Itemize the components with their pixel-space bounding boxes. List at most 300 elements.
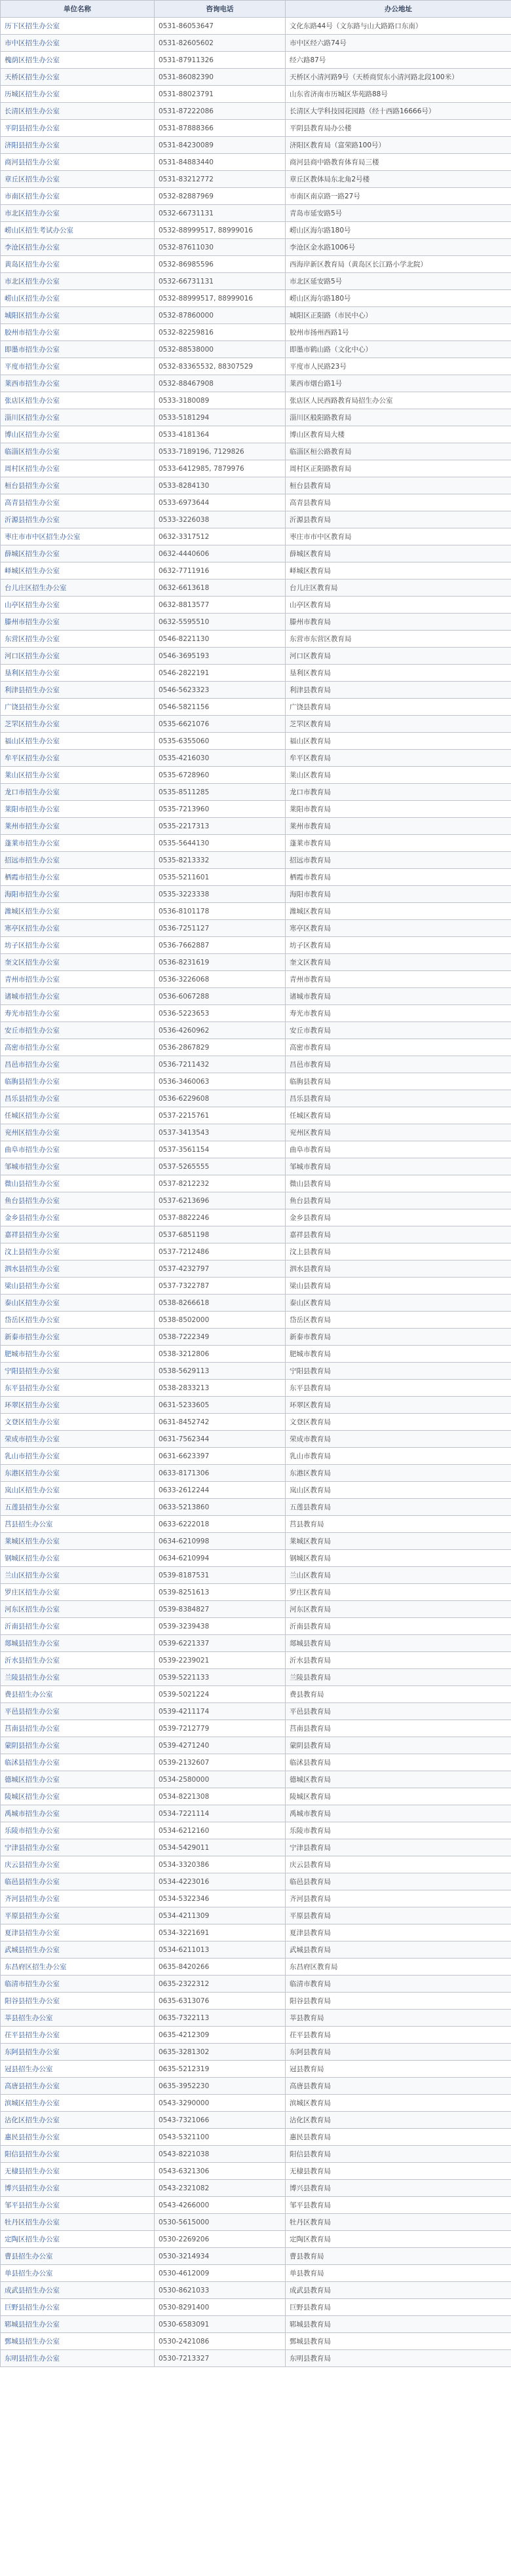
phone-cell: 0631-7562344 [155,1431,286,1448]
phone-cell: 0535-8511285 [155,784,286,801]
phone-cell: 0538-8266618 [155,1295,286,1312]
address-cell: 鱼台县教育局 [286,1192,511,1209]
table-row [1,733,511,750]
table-row [1,154,511,171]
table-row [1,239,511,256]
table-row [1,1959,511,1976]
table-row [1,2282,511,2299]
unit-name-cell: 宁阳县招生办公室 [1,1363,155,1380]
phone-cell: 0535-8213332 [155,852,286,869]
unit-name-cell: 莱阳市招生办公室 [1,801,155,818]
address-cell: 章丘区教体局东北角2号楼 [286,171,511,188]
table-row [1,1278,511,1295]
phone-cell: 0532-88999517, 88999016 [155,290,286,307]
phone-cell: 0539-8187531 [155,1567,286,1584]
phone-cell: 0631-8452742 [155,1414,286,1431]
address-cell: 宁津县教育局 [286,1839,511,1856]
table-row [1,171,511,188]
table-row [1,2316,511,2333]
phone-cell: 0539-3239438 [155,1618,286,1635]
unit-name-cell: 巨野县招生办公室 [1,2299,155,2316]
unit-name-cell: 沂源县招生办公室 [1,511,155,528]
table-row [1,18,511,35]
phone-cell: 0532-87860000 [155,307,286,324]
unit-name-cell: 兰陵县招生办公室 [1,1669,155,1686]
table-row [1,1141,511,1158]
phone-cell: 0535-3223338 [155,886,286,903]
unit-name-cell: 奎文区招生办公室 [1,954,155,971]
address-cell: 齐河县教育局 [286,1890,511,1907]
table-row [1,869,511,886]
address-cell: 市中区经六路74号 [286,35,511,52]
unit-name-cell: 临沭县招生办公室 [1,1754,155,1771]
table-row [1,1005,511,1022]
address-cell: 德城区教育局 [286,1771,511,1788]
address-cell: 临朐县教育局 [286,1073,511,1090]
table-row [1,392,511,409]
table-row [1,2265,511,2282]
unit-name-cell: 莱西市招生办公室 [1,375,155,392]
unit-name-cell: 莱城区招生办公室 [1,1533,155,1550]
unit-name-cell: 商河县招生办公室 [1,154,155,171]
table-row [1,988,511,1005]
table-row [1,137,511,154]
phone-cell: 0534-3320386 [155,1856,286,1873]
phone-cell: 0536-6067288 [155,988,286,1005]
unit-name-cell: 曲阜市招生办公室 [1,1141,155,1158]
address-cell: 莱阳市教育局 [286,801,511,818]
header-unit-name: 单位名称 [1,1,155,18]
phone-cell: 0537-6851198 [155,1226,286,1243]
phone-cell: 0543-7321066 [155,2112,286,2129]
phone-cell: 0532-83365532, 88307529 [155,358,286,375]
table-row [1,1890,511,1907]
table-row [1,1363,511,1380]
unit-name-cell: 枣庄市市中区招生办公室 [1,528,155,545]
table-row [1,1669,511,1686]
unit-name-cell: 山亭区招生办公室 [1,597,155,614]
unit-name-cell: 阳谷县招生办公室 [1,1993,155,2010]
phone-cell: 0539-2132607 [155,1754,286,1771]
phone-cell: 0635-3281302 [155,2044,286,2061]
table-row [1,1175,511,1192]
unit-name-cell: 天桥区招生办公室 [1,69,155,86]
unit-name-cell: 台儿庄区招生办公室 [1,580,155,597]
unit-name-cell: 泰山区招生办公室 [1,1295,155,1312]
address-cell: 肥城市教育局 [286,1346,511,1363]
address-cell: 莱西市烟台路1号 [286,375,511,392]
address-cell: 薛城区教育局 [286,545,511,562]
phone-cell: 0536-3226068 [155,971,286,988]
address-cell: 平原县教育局 [286,1907,511,1924]
unit-name-cell: 市北区招生办公室 [1,273,155,290]
phone-cell: 0536-2867829 [155,1039,286,1056]
address-cell: 兰陵县教育局 [286,1669,511,1686]
phone-cell: 0533-3180089 [155,392,286,409]
phone-cell: 0533-4181364 [155,426,286,443]
phone-cell: 0537-8822246 [155,1209,286,1226]
address-cell: 荣成市教育局 [286,1431,511,1448]
phone-cell: 0534-5322346 [155,1890,286,1907]
address-cell: 高唐县教育局 [286,2078,511,2095]
phone-cell: 0531-87888366 [155,120,286,137]
unit-name-cell: 茌平县招生办公室 [1,2027,155,2044]
table-body [1,18,511,2367]
unit-name-cell: 惠民县招生办公室 [1,2129,155,2146]
phone-cell: 0532-82259816 [155,324,286,341]
table-row [1,307,511,324]
unit-name-cell: 曹县招生办公室 [1,2248,155,2265]
address-cell: 滨城区教育局 [286,2095,511,2112]
address-cell: 广饶县教育局 [286,699,511,716]
table-row [1,409,511,426]
unit-name-cell: 临淄区招生办公室 [1,443,155,460]
table-row [1,1056,511,1073]
phone-cell: 0634-6210994 [155,1550,286,1567]
address-cell: 长清区大学科技园花园路（经十西路16666号） [286,103,511,120]
table-row [1,69,511,86]
table-row [1,1924,511,1941]
table-row [1,2078,511,2095]
phone-cell: 0537-5265555 [155,1158,286,1175]
table-row [1,426,511,443]
phone-cell: 0631-6623397 [155,1448,286,1465]
address-cell: 环翠区教育局 [286,1397,511,1414]
address-cell: 巨野县教育局 [286,2299,511,2316]
unit-name-cell: 黄岛区招生办公室 [1,256,155,273]
phone-cell: 0535-4216030 [155,750,286,767]
table-row [1,358,511,375]
address-cell: 博兴县教育局 [286,2180,511,2197]
phone-cell: 0530-4612009 [155,2265,286,2282]
address-cell: 滕州市教育局 [286,614,511,631]
table-row [1,614,511,631]
phone-cell: 0531-88023791 [155,86,286,103]
address-cell: 夏津县教育局 [286,1924,511,1941]
phone-cell: 0538-3212806 [155,1346,286,1363]
phone-cell: 0535-7213960 [155,801,286,818]
phone-cell: 0531-87222086 [155,103,286,120]
address-cell: 平邑县教育局 [286,1703,511,1720]
unit-name-cell: 滨城区招生办公室 [1,2095,155,2112]
phone-cell: 0536-4260962 [155,1022,286,1039]
unit-name-cell: 单县招生办公室 [1,2265,155,2282]
phone-cell: 0543-2321082 [155,2180,286,2197]
table-row [1,1567,511,1584]
unit-name-cell: 环翠区招生办公室 [1,1397,155,1414]
unit-name-cell: 庆云县招生办公室 [1,1856,155,1873]
table-row [1,784,511,801]
address-cell: 栖霞市教育局 [286,869,511,886]
unit-name-cell: 东平县招生办公室 [1,1380,155,1397]
unit-name-cell: 嘉祥县招生办公室 [1,1226,155,1243]
table-row [1,1346,511,1363]
address-cell: 奎文区教育局 [286,954,511,971]
table-row [1,290,511,307]
table-row [1,631,511,648]
table-row [1,1380,511,1397]
phone-cell: 0536-8231619 [155,954,286,971]
table-row [1,35,511,52]
address-cell: 汶上县教育局 [286,1243,511,1260]
phone-cell: 0632-3317512 [155,528,286,545]
unit-name-cell: 市中区招生办公室 [1,35,155,52]
phone-cell: 0537-2215761 [155,1107,286,1124]
address-cell: 昌邑市教育局 [286,1056,511,1073]
address-cell: 沂源县教育局 [286,511,511,528]
address-cell: 任城区教育局 [286,1107,511,1124]
phone-cell: 0530-3214934 [155,2248,286,2265]
unit-name-cell: 岱岳区招生办公室 [1,1312,155,1329]
phone-cell: 0635-4212309 [155,2027,286,2044]
phone-cell: 0535-5211601 [155,869,286,886]
unit-name-cell: 肥城市招生办公室 [1,1346,155,1363]
table-row [1,1516,511,1533]
phone-cell: 0632-5595510 [155,614,286,631]
table-row [1,716,511,733]
unit-name-cell: 胶州市招生办公室 [1,324,155,341]
table-row [1,699,511,716]
address-cell: 郯城县教育局 [286,1635,511,1652]
table-row [1,665,511,682]
unit-name-cell: 槐荫区招生办公室 [1,52,155,69]
address-cell: 枣庄市市中区教育局 [286,528,511,545]
table-row [1,2214,511,2231]
table-row [1,818,511,835]
address-cell: 峄城区教育局 [286,562,511,580]
unit-name-cell: 市南区招生办公室 [1,188,155,205]
address-cell: 文化东路44号（文东路与山大路路口东南） [286,18,511,35]
address-cell: 乳山市教育局 [286,1448,511,1465]
table-row [1,801,511,818]
address-cell: 临清市教育局 [286,1976,511,1993]
table-row [1,1703,511,1720]
address-cell: 牟平区教育局 [286,750,511,767]
table-row [1,460,511,477]
address-cell: 经六路87号 [286,52,511,69]
phone-cell: 0537-3561154 [155,1141,286,1158]
phone-cell: 0534-7221114 [155,1805,286,1822]
table-row [1,2146,511,2163]
address-cell: 禹城市教育局 [286,1805,511,1822]
unit-name-cell: 桓台县招生办公室 [1,477,155,494]
table-row [1,1209,511,1226]
address-cell: 莒南县教育局 [286,1720,511,1737]
address-cell: 沂水县教育局 [286,1652,511,1669]
phone-cell: 0535-6621076 [155,716,286,733]
phone-cell: 0531-82605602 [155,35,286,52]
phone-cell: 0633-2612244 [155,1482,286,1499]
phone-cell: 0543-6321306 [155,2163,286,2180]
phone-cell: 0632-8813577 [155,597,286,614]
unit-name-cell: 沾化区招生办公室 [1,2112,155,2129]
address-cell: 垦利区教育局 [286,665,511,682]
table-row [1,120,511,137]
phone-cell: 0635-5212319 [155,2061,286,2078]
table-row [1,86,511,103]
address-cell: 芝罘区教育局 [286,716,511,733]
phone-cell: 0530-5615000 [155,2214,286,2231]
table-row [1,2095,511,2112]
table-row [1,341,511,358]
unit-name-cell: 平原县招生办公室 [1,1907,155,1924]
unit-name-cell: 新泰市招生办公室 [1,1329,155,1346]
address-cell: 乐陵市教育局 [286,1822,511,1839]
unit-name-cell: 荣成市招生办公室 [1,1431,155,1448]
address-cell: 周村区正阳路教育局 [286,460,511,477]
address-cell: 崂山区海尔路180号 [286,222,511,239]
address-cell: 莱州市教育局 [286,818,511,835]
phone-cell: 0534-5429011 [155,1839,286,1856]
unit-name-cell: 诸城市招生办公室 [1,988,155,1005]
address-cell: 岱岳区教育局 [286,1312,511,1329]
phone-cell: 0531-86053647 [155,18,286,35]
address-cell: 泰山区教育局 [286,1295,511,1312]
phone-cell: 0530-7213327 [155,2350,286,2367]
address-cell: 临沭县教育局 [286,1754,511,1771]
address-cell: 海阳市教育局 [286,886,511,903]
phone-cell: 0534-6211013 [155,1941,286,1959]
unit-name-cell: 邹平县招生办公室 [1,2197,155,2214]
phone-cell: 0546-5623323 [155,682,286,699]
table-row [1,1601,511,1618]
unit-name-cell: 沂南县招生办公室 [1,1618,155,1635]
address-cell: 桓台县教育局 [286,477,511,494]
phone-cell: 0532-87611030 [155,239,286,256]
table-row [1,1754,511,1771]
phone-cell: 0537-7212486 [155,1243,286,1260]
address-cell: 城阳区正阳路（市民中心） [286,307,511,324]
address-cell: 东阿县教育局 [286,2044,511,2061]
unit-name-cell: 牡丹区招生办公室 [1,2214,155,2231]
table-row [1,1720,511,1737]
unit-name-cell: 昌乐县招生办公室 [1,1090,155,1107]
phone-cell: 0537-8212232 [155,1175,286,1192]
phone-cell: 0534-6212160 [155,1822,286,1839]
address-cell: 岚山区教育局 [286,1482,511,1499]
table-row [1,1073,511,1090]
unit-name-cell: 潍城区招生办公室 [1,903,155,920]
address-cell: 临邑县教育局 [286,1873,511,1890]
table-row [1,1260,511,1278]
phone-cell: 0635-8420266 [155,1959,286,1976]
unit-name-cell: 昌邑市招生办公室 [1,1056,155,1073]
unit-name-cell: 郯城县招生办公室 [1,1635,155,1652]
table-row [1,477,511,494]
phone-cell: 0538-5629113 [155,1363,286,1380]
phone-cell: 0539-4211174 [155,1703,286,1720]
unit-name-cell: 临朐县招生办公室 [1,1073,155,1090]
table-row [1,1550,511,1567]
table-row [1,562,511,580]
phone-cell: 0538-7222349 [155,1329,286,1346]
phone-cell: 0537-7322787 [155,1278,286,1295]
unit-name-cell: 乐陵市招生办公室 [1,1822,155,1839]
unit-name-cell: 文登区招生办公室 [1,1414,155,1431]
table-row [1,1448,511,1465]
table-row [1,852,511,869]
address-cell: 青岛市延安路5号 [286,205,511,222]
table-row [1,750,511,767]
table-row [1,937,511,954]
phone-cell: 0531-86082390 [155,69,286,86]
phone-cell: 0635-7322113 [155,2010,286,2027]
phone-cell: 0531-83212772 [155,171,286,188]
unit-name-cell: 平阴县招生办公室 [1,120,155,137]
unit-name-cell: 鱼台县招生办公室 [1,1192,155,1209]
address-cell: 新泰市教育局 [286,1329,511,1346]
phone-cell: 0536-7211432 [155,1056,286,1073]
table-row [1,920,511,937]
table-row [1,682,511,699]
phone-cell: 0633-6222018 [155,1516,286,1533]
unit-name-cell: 东昌府区招生办公室 [1,1959,155,1976]
unit-name-cell: 宁津县招生办公室 [1,1839,155,1856]
unit-name-cell: 沂水县招生办公室 [1,1652,155,1669]
table-row [1,2350,511,2367]
table-row [1,1839,511,1856]
address-cell: 安丘市教育局 [286,1022,511,1039]
address-cell: 东昌府区教育局 [286,1959,511,1976]
phone-cell: 0536-8101178 [155,903,286,920]
phone-cell: 0546-5821156 [155,699,286,716]
unit-name-cell: 市北区招生办公室 [1,205,155,222]
header-phone: 咨询电话 [155,1,286,18]
unit-name-cell: 夏津县招生办公室 [1,1924,155,1941]
address-cell: 昌乐县教育局 [286,1090,511,1107]
unit-name-cell: 福山区招生办公室 [1,733,155,750]
address-cell: 冠县教育局 [286,2061,511,2078]
table-row [1,1243,511,1260]
unit-name-cell: 武城县招生办公室 [1,1941,155,1959]
table-row [1,188,511,205]
phone-cell: 0533-5181294 [155,409,286,426]
phone-cell: 0537-3413543 [155,1124,286,1141]
unit-name-cell: 微山县招生办公室 [1,1175,155,1192]
address-cell: 张店区人民西路教育局招生办公室 [286,392,511,409]
phone-cell: 0635-2322312 [155,1976,286,1993]
table-row [1,2112,511,2129]
address-cell: 河口区教育局 [286,648,511,665]
table-row [1,1039,511,1056]
unit-name-cell: 乳山市招生办公室 [1,1448,155,1465]
table-row [1,971,511,988]
table-row [1,222,511,239]
address-cell: 东明县教育局 [286,2350,511,2367]
table-row [1,648,511,665]
phone-cell: 0534-8221308 [155,1788,286,1805]
unit-name-cell: 历城区招生办公室 [1,86,155,103]
phone-cell: 0537-6213696 [155,1192,286,1209]
unit-name-cell: 莱山区招生办公室 [1,767,155,784]
phone-cell: 0532-88999517, 88999016 [155,222,286,239]
table-row [1,1499,511,1516]
address-cell: 罗庄区教育局 [286,1584,511,1601]
unit-name-cell: 李沧区招生办公室 [1,239,155,256]
phone-cell: 0530-8291400 [155,2299,286,2316]
address-cell: 金乡县教育局 [286,1209,511,1226]
address-cell: 钢城区教育局 [286,1550,511,1567]
table-row [1,1312,511,1329]
phone-cell: 0539-2239021 [155,1652,286,1669]
table-row [1,2248,511,2265]
table-row [1,1107,511,1124]
table-row [1,2333,511,2350]
phone-cell: 0532-88467908 [155,375,286,392]
phone-cell: 0534-4223016 [155,1873,286,1890]
address-cell: 高青县教育局 [286,494,511,511]
unit-name-cell: 成武县招生办公室 [1,2282,155,2299]
